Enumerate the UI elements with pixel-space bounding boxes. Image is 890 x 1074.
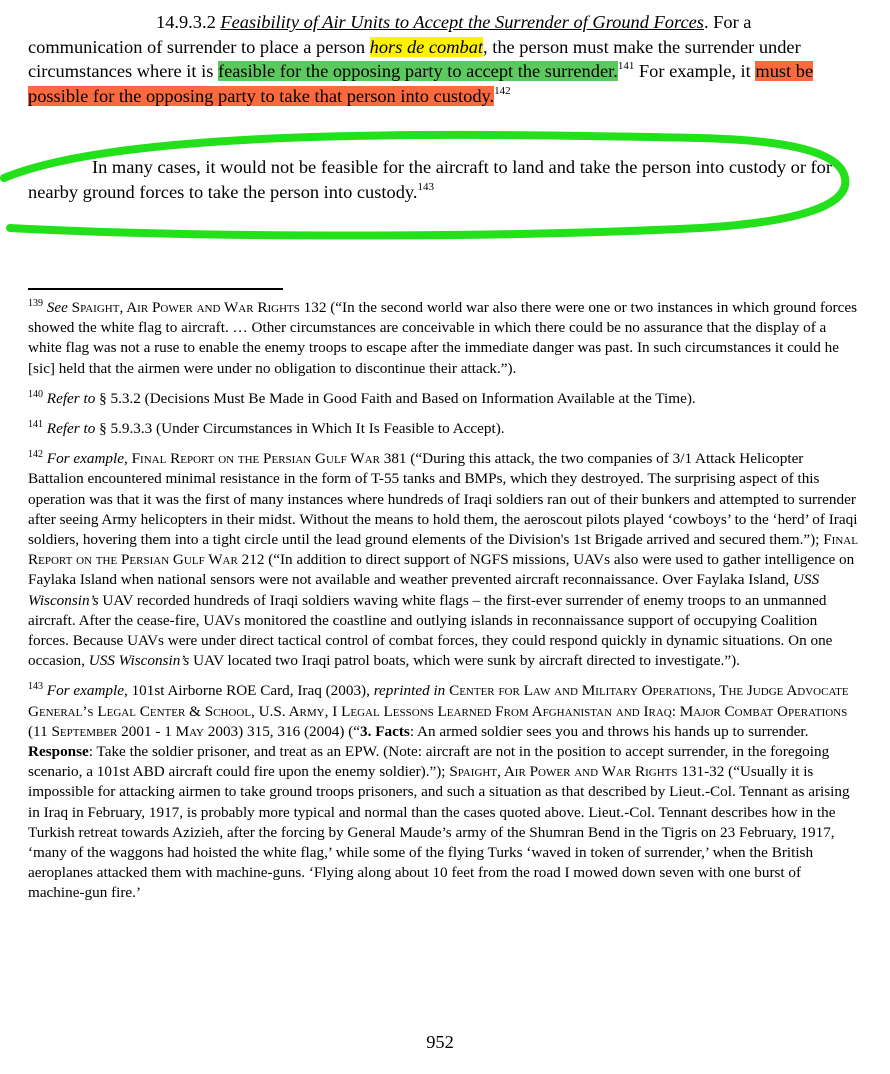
footnote-140: $^{140}$ Refer to § 5.3.2 (Decisions Must Be Made in Good Faith and Based on Information Available at the Time). bbox=[28, 388, 696, 407]
highlight-red: must be possible for the opposing party to take that person into custody. bbox=[28, 61, 814, 106]
section-number: 14.9.3.2 bbox=[156, 12, 216, 32]
section-paragraph-1: 14.9.3.2 Feasibility of Air Units to Accept the Surrender of Ground Forces. For a communication of surrender to place a person hors de combat, the person must make the surrender under circumstances where it is feasible for the opposing party to accept the surrender.$^{141}$ For example, it must be possible for the opposing party to take that person into custody.$^{142}$ bbox=[28, 12, 814, 106]
footnote-139: $^{139}$ See Spaight, Air Power and War Rights 132 (“In the second world war also there were one or two instances in which ground forces showed the white flag to aircraft. … Other circumstances are conceivable in which there could be no assurance that the display of a white flag was not a ruse to enable the enemy troops to escape after the immediate danger was past. In such circumstances it could he [sic] held that the airmen were under no obligation to discontinue their attack.”). bbox=[28, 298, 857, 377]
footnote-separator bbox=[28, 288, 283, 290]
section-title: Feasibility of Air Units to Accept the Surrender of Ground Forces bbox=[220, 12, 704, 32]
footnote-141: $^{141}$ Refer to § 5.9.3.3 (Under Circumstances in Which It Is Feasible to Accept). bbox=[28, 419, 505, 438]
footnote-ref-143[interactable]: 143 bbox=[417, 180, 434, 193]
footnote-142: $^{142}$ For example, Final Report on the Persian Gulf War 381 (“During this attack, the two companies of 3/1 Attack Helicopter Battalion encountered minimal resistance in the form of T-55 tanks and BMPs, which they destroyed. The surprising aspect of this operation was that it was the first of many instances where hundreds of Iraqi soldiers ran out of their bunkers and attempted to surrender after seeing Army helicopters in their midst. Without the means to hold them, the aeroscout pilots played ‘cowboys’ to the ‘herd’ of Iraqi soldiers, hovering them into a tight circle until the lead ground elements of the Division's 1st Brigade arrived and secured them.”); Final Report on the Persian Gulf War 212 (“In addition to direct support of NGFS missions, UAVs also were used to gather intelligence on Faylaka Island when national sensors were not available and weather prevented aircraft reconnaissance. Over Faylaka Island, USS Wisconsin’s UAV recorded hundreds of Iraqi soldiers waving white flags – the first-ever surrender of enemy troops to an unmanned aircraft. After the cease-fire, UAVs monitored the coastline and outlying islands in reconnaissance support of occupying Coalition forces. Because UAVs were under direct tactical control of combat forces, they could respond quickly in dynamic situations. On one occasion, USS Wisconsin’s UAV located two Iraqi patrol boats, which were sunk by aircraft directed to investigate.”). bbox=[28, 449, 858, 670]
footnotes bbox=[28, 298, 858, 914]
highlight-green: feasible for the opposing party to accept the surrender. bbox=[217, 61, 618, 81]
footnote-ref-142[interactable]: 142 bbox=[494, 84, 511, 97]
footnote-143: $^{143}$ For example, 101st Airborne ROE Card, Iraq (2003), reprinted in Center for Law and Military Operations, The Judge Advocate General’s Legal Center & School, U.S. Army, I Legal Lessons Learned From Afghanistan and Iraq: Major Combat Operations (11 September 2001 - 1 May 2003) 315, 316 (2004) (“3. Facts: An armed soldier sees you and throws his hands up to surrender. Response: Take the soldier prisoner, and treat as an EPW. (Note: aircraft are not in the position to accept surrender, in the foregoing scenario, a 101st ABD aircraft could fire upon the enemy soldier).”); Spaight, Air Power and War Rights 131-32 (“Usually it is impossible for attacking airmen to take ground troops prisoners, and such a situation as that described by Lieut.-Col. Tennant as arising in Iraq in February, 1917, is probably more typical and normal than the cases quoted above. Lieut.-Col. Tennant describes how in the Turkish retreat towards Azizieh, after the forcing by General Maude’s army of the Shumran Bend in the Tigris on 23 February, 1917, ‘many of the waggons had hoisted the white flag,’ while some of the flying Turks ‘waved in token of surrender,’ when the British aeroplanes attacked them with machine-guns. ‘Flying along about 10 feet from the road I mowed down seven with one burst of machine-gun fire.’ bbox=[28, 681, 850, 902]
highlight-yellow: hors de combat bbox=[369, 36, 484, 57]
footnote-ref-141[interactable]: 141 bbox=[617, 60, 635, 72]
page-number: 952 bbox=[426, 1032, 454, 1052]
section-paragraph-2: In many cases, it would not be feasible for the aircraft to land and take the person into custody or for nearby ground forces to take the person into custody.$^{143}$ bbox=[28, 157, 832, 202]
